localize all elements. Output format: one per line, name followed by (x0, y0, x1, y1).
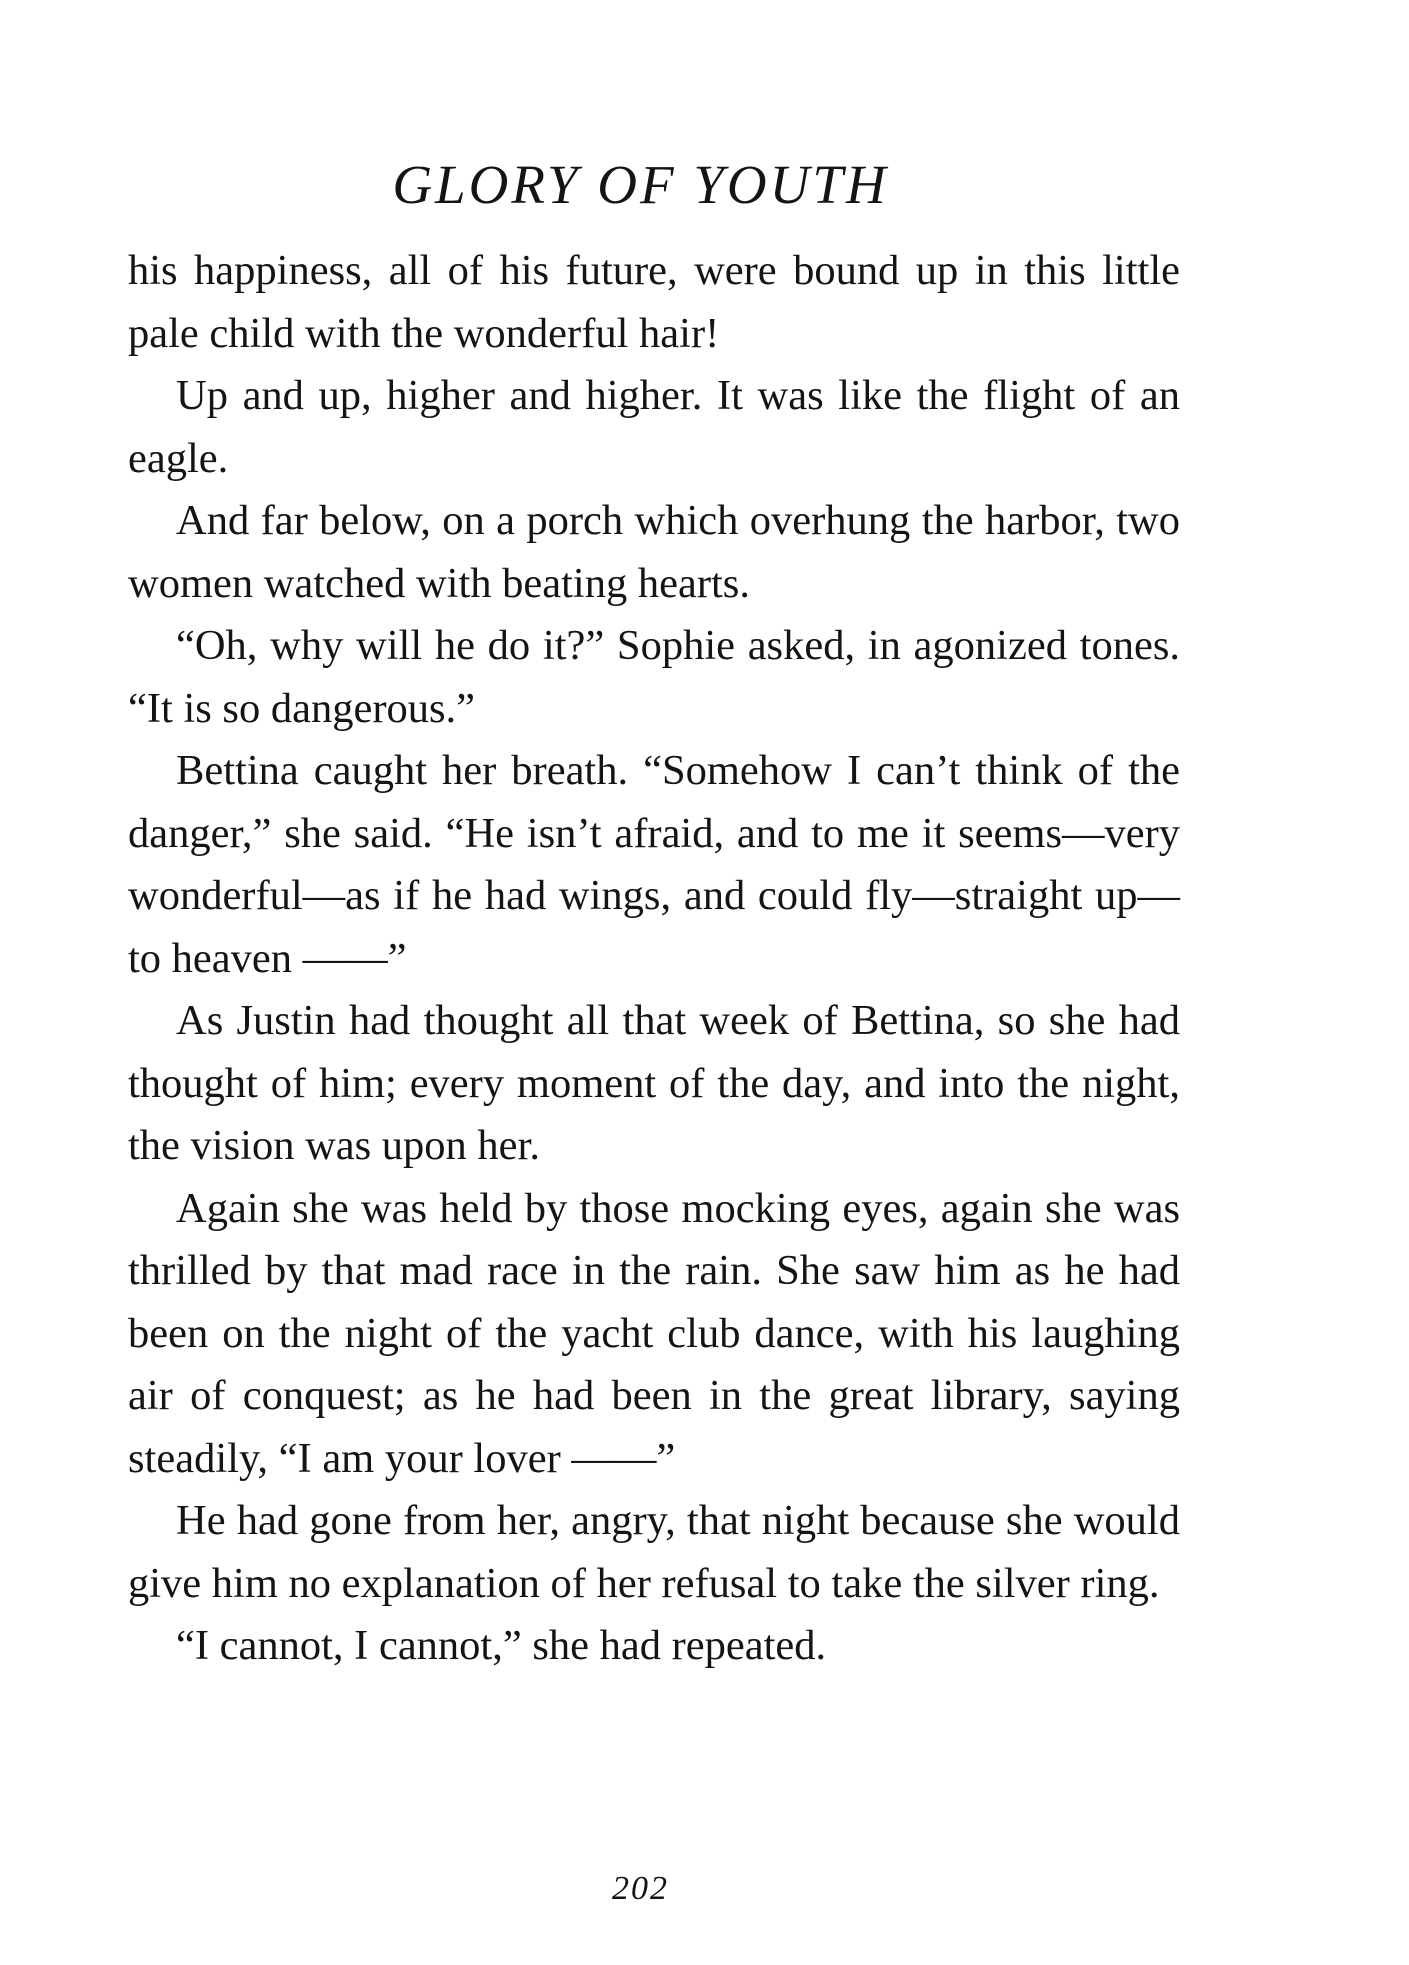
paragraph: Bettina caught her breath. “Somehow I can’t think of the danger,” she said. “He isn’t afraid, and to me it seems—very wonderful—as if he had wings, and could fly—straight up—to heaven ——” (128, 747, 1180, 982)
paragraph: Again she was held by those mocking eyes, again she was thrilled by that mad race in the rain. She saw him as he had been on the night of the yacht club dance, with his laughing air of conquest; as he had been in the great library, saying steadily, “I am your lover ——” (128, 1184, 1180, 1482)
paragraph: Up and up, higher and higher. It was like the flight of an eagle. (128, 372, 1180, 482)
running-head: GLORY OF YOUTH (392, 154, 889, 215)
paragraph: “Oh, why will he do it?” Sophie asked, in agonized tones. “It is so dangerous.” (128, 622, 1180, 732)
paragraph-continued: his happiness, all of his future, were bound up in this little pale child with the wonderful hair! (128, 247, 1180, 357)
paragraph: He had gone from her, angry, that night because she would give him no explanation of her refusal to take the silver ring. (128, 1497, 1180, 1607)
paragraph: And far below, on a porch which overhung the harbor, two women watched with beating hearts. (128, 497, 1180, 607)
body-text (128, 240, 1180, 1678)
page-number: 202 (612, 1870, 669, 1907)
paragraph: As Justin had thought all that week of Bettina, so she had thought of him; every moment of the day, and into the night, the vision was upon her. (128, 997, 1180, 1169)
paragraph: “I cannot, I cannot,” she had repeated. (176, 1622, 827, 1669)
